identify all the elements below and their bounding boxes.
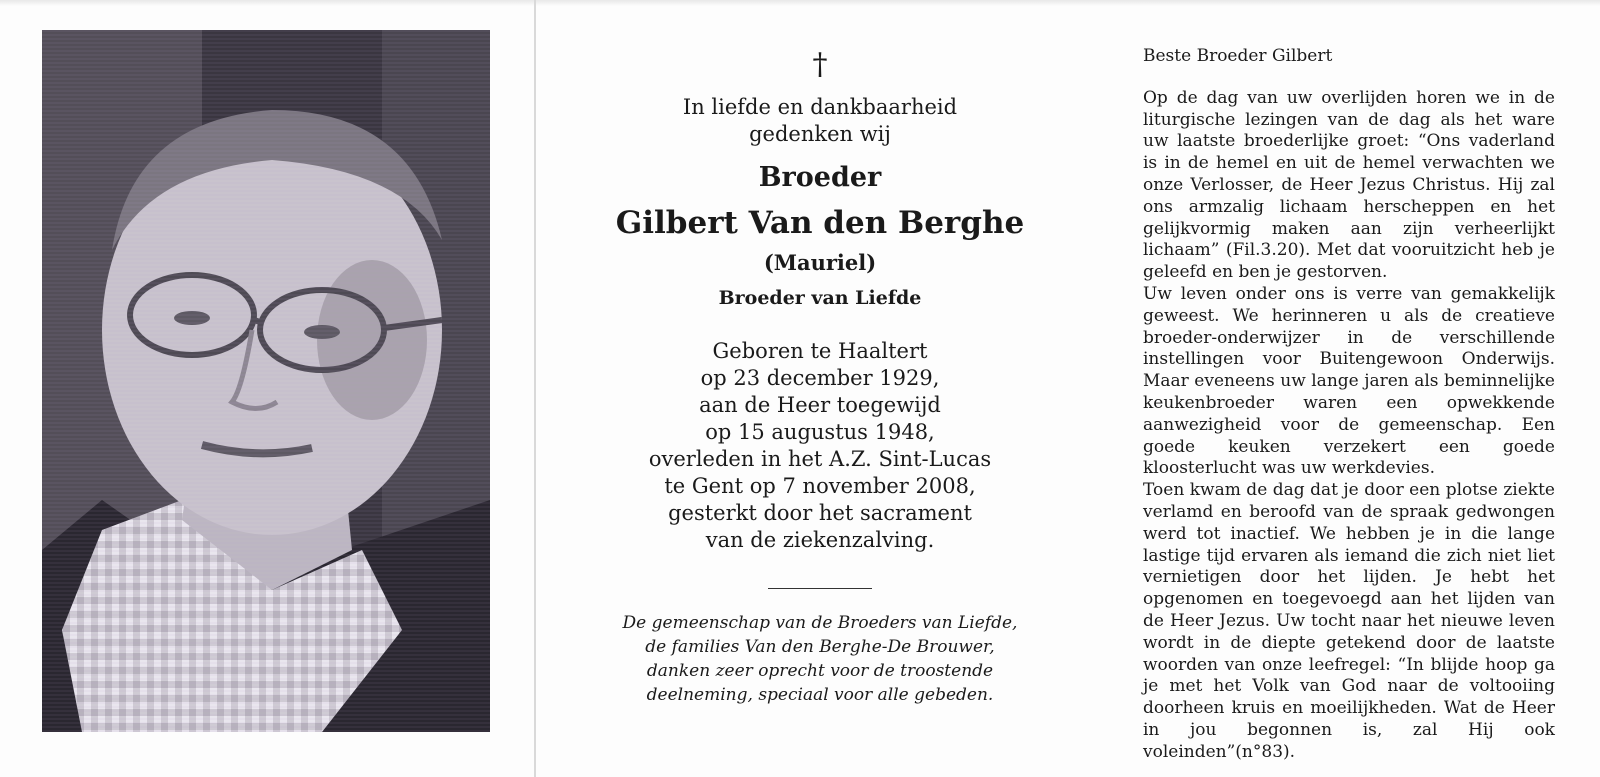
bio-line: Geboren te Haaltert bbox=[712, 339, 928, 363]
paragraph: Toen kwam de dag dat je door een plotse ziekte verlamd en beroofd van de spraak gedwongen werd tot inactief. We hebben je in die lange lastige tijd ervaren als iemand die zich niet liet vernietigen door het lijden. Je hebt het opgenomen en toegevoegd aan het lijden van de Heer Jezus. Uw tocht naar het nieuwe leven wordt in de diepte getekend door de laatste woorden van onze leefregel: “In blijde hoop ga je met het Volk van God naar de voltooiing doorheen kruis en moeilijkheden. Wat de Heer in jou begonnen is, zal Hij ook voleinden”(n°83). bbox=[1143, 480, 1555, 762]
bio-line: gesterkt door het sacrament bbox=[668, 501, 972, 525]
thanks-line: De gemeenschap van de Broeders van Liefde, bbox=[622, 613, 1018, 633]
thanks-line: danken zeer oprecht voor de troostende bbox=[646, 661, 994, 681]
bio-line: te Gent op 7 november 2008, bbox=[664, 474, 976, 498]
cross-symbol: † bbox=[812, 47, 828, 82]
card-edge bbox=[0, 0, 1600, 6]
bio-line: van de ziekenzalving. bbox=[705, 528, 935, 552]
card-fold bbox=[534, 0, 536, 777]
biography bbox=[600, 338, 1040, 554]
religious-order: Broeder van Liefde bbox=[718, 287, 922, 309]
intro-line: gedenken wij bbox=[749, 122, 891, 146]
bio-line: aan de Heer toegewijd bbox=[699, 393, 941, 417]
thanks-line: de families Van den Berghe-De Brouwer, bbox=[645, 637, 995, 657]
thanks-line: deelneming, speciaal voor alle gebeden. bbox=[646, 685, 994, 705]
intro-line: In liefde en dankbaarheid bbox=[682, 95, 958, 119]
paragraph: Op de dag van uw overlijden horen we in de liturgische lezingen van de dag als het ware uw laatste broederlijke groet: “Ons vaderland is in de hemel en uit de hemel verwachten we onze Verlosser, de Heer Jezus Christus. Hij zal ons armzalig lichaam herscheppen en het gelijkvormig maken aan zijn verheerlijkt lichaam” (Fil.3.20). Met dat vooruitzicht heb je geleefd en ben je gestorven. bbox=[1143, 87, 1555, 283]
bio-line: op 15 augustus 1948, bbox=[705, 420, 935, 444]
greeting: Beste Broeder Gilbert bbox=[1143, 46, 1333, 66]
nickname: (Mauriel) bbox=[763, 250, 877, 275]
intro-text bbox=[600, 94, 1040, 148]
right-panel bbox=[1143, 46, 1555, 764]
deceased-name: Gilbert Van den Berghe bbox=[615, 205, 1025, 241]
paragraph: Uw leven onder ons is verre van gemakkelijk geweest. We herinneren u als de creatieve broeder-onderwijzer in de verschillende instellingen voor Buitengewoon Onderwijs. Maar eveneens uw lange jaren als beminnelijke keukenbroeder waren een opwekkende aanwezigheid voor de gemeenschap. Een goede keuken verzekert een goede kloosterlucht was uw werkdevies. bbox=[1143, 283, 1555, 479]
title-line-1: Broeder bbox=[758, 162, 882, 193]
bio-line: overleden in het A.Z. Sint-Lucas bbox=[648, 447, 992, 471]
middle-panel bbox=[600, 48, 1040, 707]
portrait-photo bbox=[42, 30, 490, 732]
portrait-illustration bbox=[42, 30, 490, 732]
bio-line: op 23 december 1929, bbox=[700, 366, 940, 390]
divider bbox=[768, 588, 872, 589]
thanks-text bbox=[600, 611, 1040, 707]
